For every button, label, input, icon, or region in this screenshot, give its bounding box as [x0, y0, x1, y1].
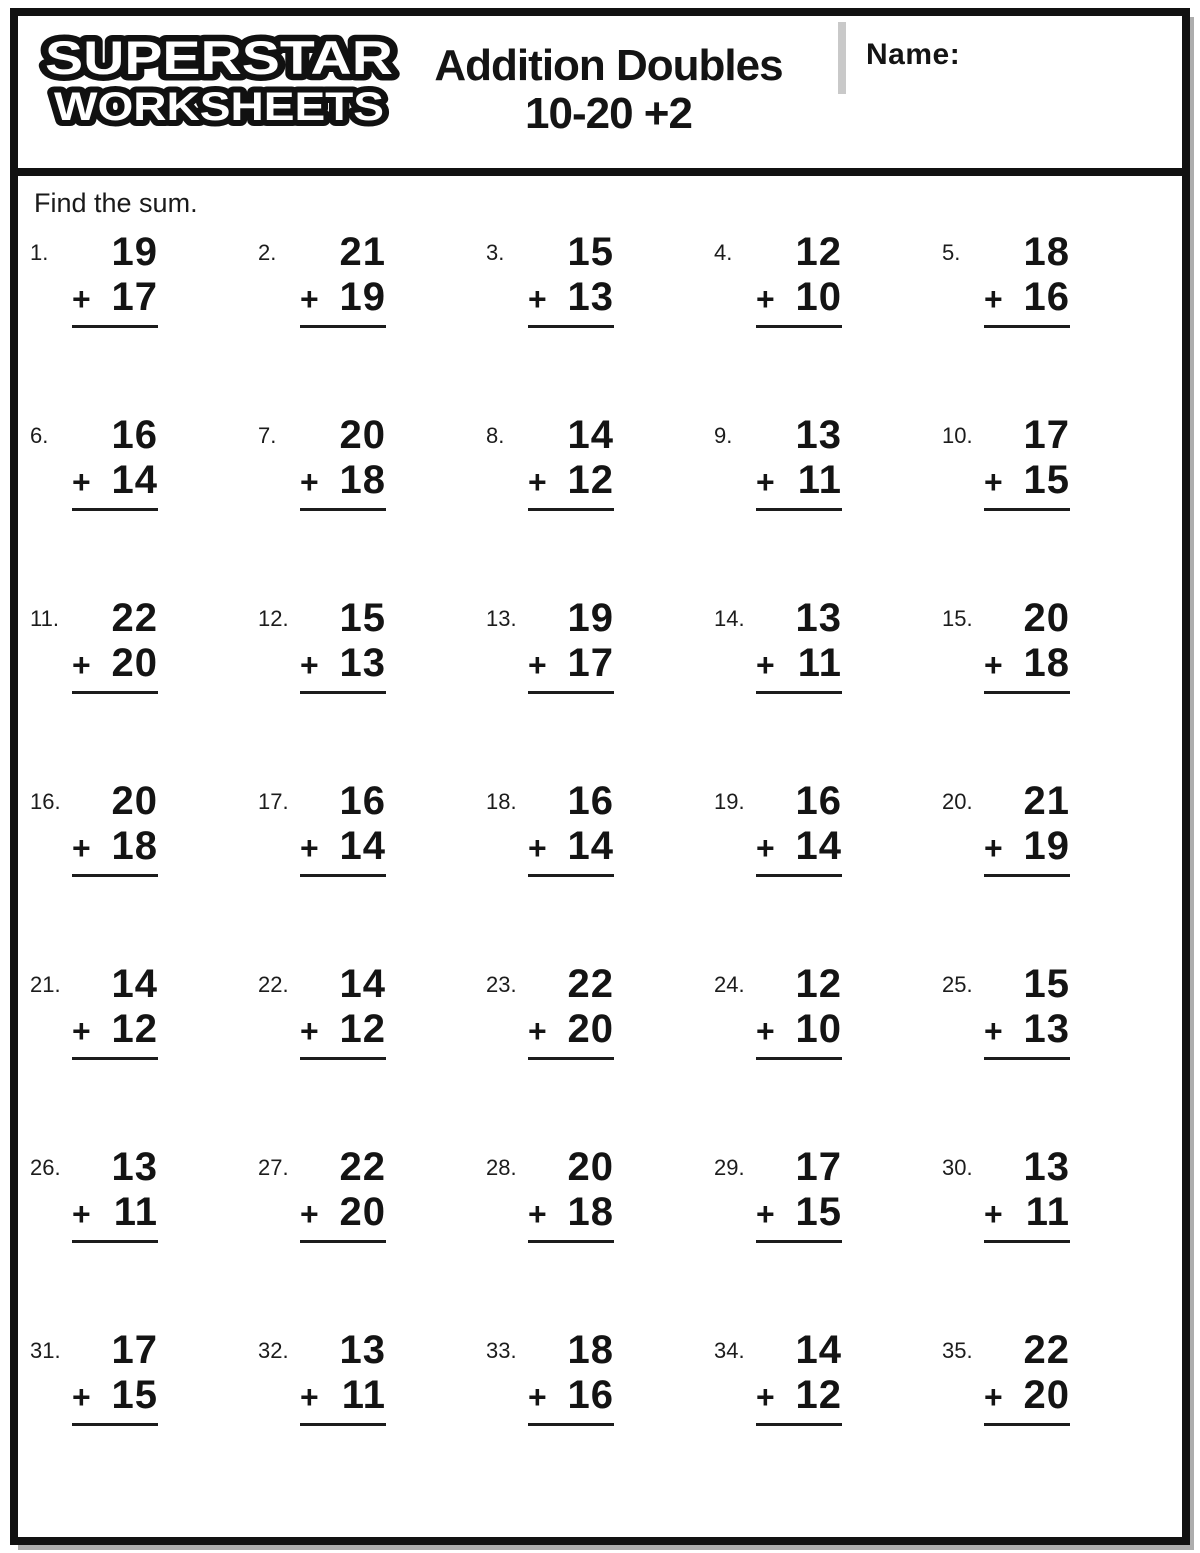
plus-operator: +: [72, 1013, 91, 1049]
problem: [714, 1326, 942, 1509]
problem: [714, 411, 942, 594]
bottom-addend: 17: [567, 641, 614, 685]
problem-body: [300, 230, 386, 411]
problem: [714, 594, 942, 777]
problem-number: 13.: [486, 606, 517, 631]
problem-body: [300, 413, 386, 594]
problem-body: [300, 1145, 386, 1326]
bottom-addend-row: [300, 1189, 386, 1237]
problem: [714, 960, 942, 1143]
bottom-addend: 18: [567, 1190, 614, 1234]
top-addend: 16: [111, 413, 158, 457]
bottom-addend-row: [528, 457, 614, 505]
bottom-addend-row: [528, 823, 614, 871]
top-addend: 20: [339, 413, 386, 457]
bottom-addend-row: [72, 640, 158, 688]
problem-number: 32.: [258, 1338, 289, 1363]
problem-body: [72, 779, 158, 960]
bottom-addend: 14: [339, 824, 386, 868]
name-divider-bar: [838, 22, 846, 94]
bottom-addend-row: [756, 457, 842, 505]
problem: [258, 1326, 486, 1509]
answer-line: [756, 1057, 842, 1060]
top-addend: 22: [111, 596, 158, 640]
problem-body: [300, 1328, 386, 1509]
answer-line: [528, 1240, 614, 1243]
answer-line: [528, 874, 614, 877]
problem-body: [528, 230, 614, 411]
bottom-addend-row: [300, 274, 386, 322]
problem-number: 33.: [486, 1338, 517, 1363]
answer-line: [528, 1423, 614, 1426]
bottom-addend: 18: [339, 458, 386, 502]
bottom-addend: 11: [341, 1373, 386, 1417]
instructions-text: Find the sum.: [34, 188, 198, 218]
answer-line: [72, 508, 158, 511]
problem-body: [984, 779, 1070, 960]
top-addend: 18: [1023, 230, 1070, 274]
problem-number: 1.: [30, 240, 49, 265]
top-addend: 15: [339, 596, 386, 640]
bottom-addend: 20: [339, 1190, 386, 1234]
problem-body: [756, 413, 842, 594]
bottom-addend: 16: [567, 1373, 614, 1417]
top-addend: 15: [1023, 962, 1070, 1006]
plus-operator: +: [300, 1196, 319, 1232]
plus-operator: +: [984, 647, 1003, 683]
answer-line: [984, 1057, 1070, 1060]
answer-line: [72, 874, 158, 877]
problem-body: [528, 962, 614, 1143]
problem-number: 20.: [942, 789, 973, 814]
top-addend: 18: [567, 1328, 614, 1372]
worksheet-header: [18, 16, 1182, 176]
answer-line: [72, 325, 158, 328]
plus-operator: +: [984, 1379, 1003, 1415]
answer-line: [300, 325, 386, 328]
answer-line: [984, 508, 1070, 511]
bottom-addend: 15: [795, 1190, 842, 1234]
bottom-addend-row: [72, 457, 158, 505]
problem: [942, 594, 1170, 777]
bottom-addend: 14: [111, 458, 158, 502]
bottom-addend: 12: [795, 1373, 842, 1417]
top-addend: 13: [795, 596, 842, 640]
bottom-addend: 11: [113, 1190, 158, 1234]
top-addend: 21: [1023, 779, 1070, 823]
bottom-addend-row: [756, 823, 842, 871]
name-label: Name:: [866, 38, 961, 71]
top-addend: 20: [1023, 596, 1070, 640]
problem: [486, 1143, 714, 1326]
plus-operator: +: [984, 1013, 1003, 1049]
answer-line: [984, 691, 1070, 694]
answer-line: [72, 691, 158, 694]
bottom-addend: 19: [1023, 824, 1070, 868]
problem-number: 31.: [30, 1338, 61, 1363]
problem: [486, 411, 714, 594]
bottom-addend-row: [756, 1372, 842, 1420]
plus-operator: +: [756, 1379, 775, 1415]
problem: [714, 1143, 942, 1326]
top-addend: 16: [339, 779, 386, 823]
problem: [714, 228, 942, 411]
bottom-addend-row: [756, 640, 842, 688]
bottom-addend-row: [756, 1006, 842, 1054]
plus-operator: +: [300, 830, 319, 866]
plus-operator: +: [528, 830, 547, 866]
bottom-addend-row: [72, 274, 158, 322]
top-addend: 13: [795, 413, 842, 457]
plus-operator: +: [300, 464, 319, 500]
problem-number: 29.: [714, 1155, 745, 1180]
top-addend: 13: [339, 1328, 386, 1372]
top-addend: 14: [567, 413, 614, 457]
top-addend: 17: [795, 1145, 842, 1189]
bottom-addend: 12: [111, 1007, 158, 1051]
bottom-addend-row: [300, 823, 386, 871]
plus-operator: +: [756, 1196, 775, 1232]
problem: [258, 228, 486, 411]
problem-number: 22.: [258, 972, 289, 997]
problem-number: 35.: [942, 1338, 973, 1363]
problem-number: 28.: [486, 1155, 517, 1180]
problem: [30, 1326, 258, 1509]
problem-body: [72, 962, 158, 1143]
answer-line: [984, 874, 1070, 877]
problem-number: 15.: [942, 606, 973, 631]
bottom-addend-row: [528, 274, 614, 322]
answer-line: [756, 325, 842, 328]
answer-line: [528, 325, 614, 328]
bottom-addend-row: [984, 457, 1070, 505]
answer-line: [984, 1423, 1070, 1426]
problem: [942, 228, 1170, 411]
answer-line: [300, 1057, 386, 1060]
answer-line: [528, 691, 614, 694]
logo-line2: WORKSHEETS: [54, 85, 384, 129]
problem-number: 23.: [486, 972, 517, 997]
problem-number: 10.: [942, 423, 973, 448]
problem: [30, 228, 258, 411]
answer-line: [300, 1423, 386, 1426]
plus-operator: +: [756, 830, 775, 866]
problem: [714, 777, 942, 960]
bottom-addend: 12: [339, 1007, 386, 1051]
plus-operator: +: [528, 647, 547, 683]
problem-body: [984, 230, 1070, 411]
plus-operator: +: [72, 1379, 91, 1415]
bottom-addend: 15: [111, 1373, 158, 1417]
plus-operator: +: [528, 281, 547, 317]
problem-number: 4.: [714, 240, 733, 265]
problem: [30, 594, 258, 777]
problem: [942, 777, 1170, 960]
problem-body: [756, 1328, 842, 1509]
problem-number: 11.: [30, 606, 59, 631]
problem: [486, 1326, 714, 1509]
bottom-addend: 19: [339, 275, 386, 319]
bottom-addend-row: [984, 1372, 1070, 1420]
bottom-addend-row: [756, 274, 842, 322]
bottom-addend: 20: [567, 1007, 614, 1051]
top-addend: 13: [111, 1145, 158, 1189]
plus-operator: +: [756, 464, 775, 500]
problem-body: [72, 413, 158, 594]
bottom-addend: 11: [1025, 1190, 1070, 1234]
problem-number: 8.: [486, 423, 505, 448]
problem-number: 25.: [942, 972, 973, 997]
problem: [486, 960, 714, 1143]
problem-body: [72, 230, 158, 411]
bottom-addend: 14: [795, 824, 842, 868]
top-addend: 20: [111, 779, 158, 823]
plus-operator: +: [984, 281, 1003, 317]
bottom-addend: 10: [795, 275, 842, 319]
bottom-addend: 20: [1023, 1373, 1070, 1417]
plus-operator: +: [528, 464, 547, 500]
problem: [30, 960, 258, 1143]
answer-line: [300, 508, 386, 511]
answer-line: [528, 1057, 614, 1060]
answer-line: [300, 874, 386, 877]
problem-number: 27.: [258, 1155, 289, 1180]
plus-operator: +: [984, 464, 1003, 500]
problem-number: 18.: [486, 789, 517, 814]
bottom-addend-row: [756, 1189, 842, 1237]
problem-number: 16.: [30, 789, 61, 814]
problem-body: [756, 596, 842, 777]
problem-number: 19.: [714, 789, 745, 814]
plus-operator: +: [72, 1196, 91, 1232]
problem-body: [756, 962, 842, 1143]
problem-number: 7.: [258, 423, 277, 448]
top-addend: 17: [1023, 413, 1070, 457]
problem-body: [756, 230, 842, 411]
plus-operator: +: [72, 464, 91, 500]
plus-operator: +: [300, 1379, 319, 1415]
top-addend: 17: [111, 1328, 158, 1372]
problem-number: 17.: [258, 789, 289, 814]
problem-number: 6.: [30, 423, 49, 448]
bottom-addend-row: [300, 457, 386, 505]
problem-body: [984, 962, 1070, 1143]
problem-body: [300, 779, 386, 960]
worksheet-body: [18, 176, 1182, 1529]
answer-line: [72, 1423, 158, 1426]
bottom-addend-row: [528, 640, 614, 688]
bottom-addend: 20: [111, 641, 158, 685]
plus-operator: +: [528, 1013, 547, 1049]
bottom-addend: 13: [339, 641, 386, 685]
top-addend: 12: [795, 962, 842, 1006]
bottom-addend: 16: [1023, 275, 1070, 319]
bottom-addend-row: [300, 640, 386, 688]
problem-number: 9.: [714, 423, 733, 448]
plus-operator: +: [528, 1196, 547, 1232]
answer-line: [756, 874, 842, 877]
top-addend: 15: [567, 230, 614, 274]
problem-body: [528, 1328, 614, 1509]
top-addend: 14: [795, 1328, 842, 1372]
problem-number: 24.: [714, 972, 745, 997]
title-line1: Addition Doubles: [434, 41, 783, 90]
problem-body: [984, 596, 1070, 777]
answer-line: [72, 1057, 158, 1060]
bottom-addend: 15: [1023, 458, 1070, 502]
answer-line: [756, 1423, 842, 1426]
answer-line: [528, 508, 614, 511]
plus-operator: +: [300, 1013, 319, 1049]
problem-number: 14.: [714, 606, 745, 631]
bottom-addend: 10: [795, 1007, 842, 1051]
problem-body: [528, 596, 614, 777]
bottom-addend-row: [984, 1006, 1070, 1054]
answer-line: [72, 1240, 158, 1243]
answer-line: [984, 1240, 1070, 1243]
top-addend: 21: [339, 230, 386, 274]
bottom-addend: 12: [567, 458, 614, 502]
problem-body: [528, 779, 614, 960]
bottom-addend: 17: [111, 275, 158, 319]
problem: [486, 777, 714, 960]
problem: [942, 1143, 1170, 1326]
bottom-addend-row: [300, 1006, 386, 1054]
problem-number: 2.: [258, 240, 277, 265]
top-addend: 20: [567, 1145, 614, 1189]
plus-operator: +: [72, 647, 91, 683]
top-addend: 19: [567, 596, 614, 640]
plus-operator: +: [528, 1379, 547, 1415]
problem-body: [984, 413, 1070, 594]
problem: [30, 777, 258, 960]
problem-body: [300, 596, 386, 777]
bottom-addend-row: [528, 1189, 614, 1237]
bottom-addend-row: [528, 1006, 614, 1054]
problem: [942, 1326, 1170, 1509]
logo-line1: SUPERSTAR: [45, 31, 393, 84]
worksheet-border-frame: [10, 8, 1190, 1545]
answer-line: [300, 691, 386, 694]
title-line2: 10-20 +2: [525, 88, 692, 138]
answer-line: [756, 1240, 842, 1243]
top-addend: 16: [567, 779, 614, 823]
bottom-addend-row: [984, 1189, 1070, 1237]
problem-body: [984, 1145, 1070, 1326]
problem-number: 26.: [30, 1155, 61, 1180]
plus-operator: +: [756, 647, 775, 683]
problem-body: [72, 596, 158, 777]
worksheet-title: [411, 42, 806, 137]
problem: [258, 777, 486, 960]
bottom-addend-row: [984, 274, 1070, 322]
top-addend: 14: [339, 962, 386, 1006]
problem-number: 30.: [942, 1155, 973, 1180]
problem-number: 12.: [258, 606, 289, 631]
problem-number: 3.: [486, 240, 505, 265]
top-addend: 14: [111, 962, 158, 1006]
top-addend: 12: [795, 230, 842, 274]
plus-operator: +: [984, 830, 1003, 866]
problem: [258, 1143, 486, 1326]
problem: [486, 594, 714, 777]
bottom-addend: 11: [797, 458, 842, 502]
bottom-addend-row: [72, 1189, 158, 1237]
bottom-addend-row: [72, 1006, 158, 1054]
problem: [258, 594, 486, 777]
bottom-addend-row: [528, 1372, 614, 1420]
top-addend: 16: [795, 779, 842, 823]
problem-body: [756, 1145, 842, 1326]
bottom-addend-row: [300, 1372, 386, 1420]
bottom-addend: 14: [567, 824, 614, 868]
problem: [30, 411, 258, 594]
bottom-addend-row: [984, 823, 1070, 871]
superstar-worksheets-logo: [30, 30, 408, 148]
problem-body: [528, 413, 614, 594]
answer-line: [756, 691, 842, 694]
plus-operator: +: [72, 830, 91, 866]
plus-operator: +: [756, 1013, 775, 1049]
bottom-addend-row: [984, 640, 1070, 688]
problem: [258, 411, 486, 594]
problems-grid: [30, 228, 1170, 1509]
top-addend: 22: [567, 962, 614, 1006]
problem: [942, 960, 1170, 1143]
answer-line: [984, 325, 1070, 328]
bottom-addend: 11: [797, 641, 842, 685]
top-addend: 22: [1023, 1328, 1070, 1372]
bottom-addend: 18: [1023, 641, 1070, 685]
plus-operator: +: [300, 647, 319, 683]
problem-body: [756, 779, 842, 960]
plus-operator: +: [756, 281, 775, 317]
problem-body: [300, 962, 386, 1143]
problem-number: 34.: [714, 1338, 745, 1363]
problem-body: [72, 1145, 158, 1326]
problem-body: [984, 1328, 1070, 1509]
problem: [486, 228, 714, 411]
problem-body: [72, 1328, 158, 1509]
problem-number: 21.: [30, 972, 61, 997]
plus-operator: +: [72, 281, 91, 317]
problem-body: [528, 1145, 614, 1326]
problem: [30, 1143, 258, 1326]
bottom-addend: 13: [1023, 1007, 1070, 1051]
problem: [942, 411, 1170, 594]
bottom-addend: 18: [111, 824, 158, 868]
top-addend: 13: [1023, 1145, 1070, 1189]
plus-operator: +: [984, 1196, 1003, 1232]
top-addend: 19: [111, 230, 158, 274]
problem-number: 5.: [942, 240, 961, 265]
name-blank-area: [958, 38, 1170, 82]
top-addend: 22: [339, 1145, 386, 1189]
bottom-addend-row: [72, 823, 158, 871]
bottom-addend-row: [72, 1372, 158, 1420]
answer-line: [300, 1240, 386, 1243]
problem: [258, 960, 486, 1143]
answer-line: [756, 508, 842, 511]
bottom-addend: 13: [567, 275, 614, 319]
plus-operator: +: [300, 281, 319, 317]
